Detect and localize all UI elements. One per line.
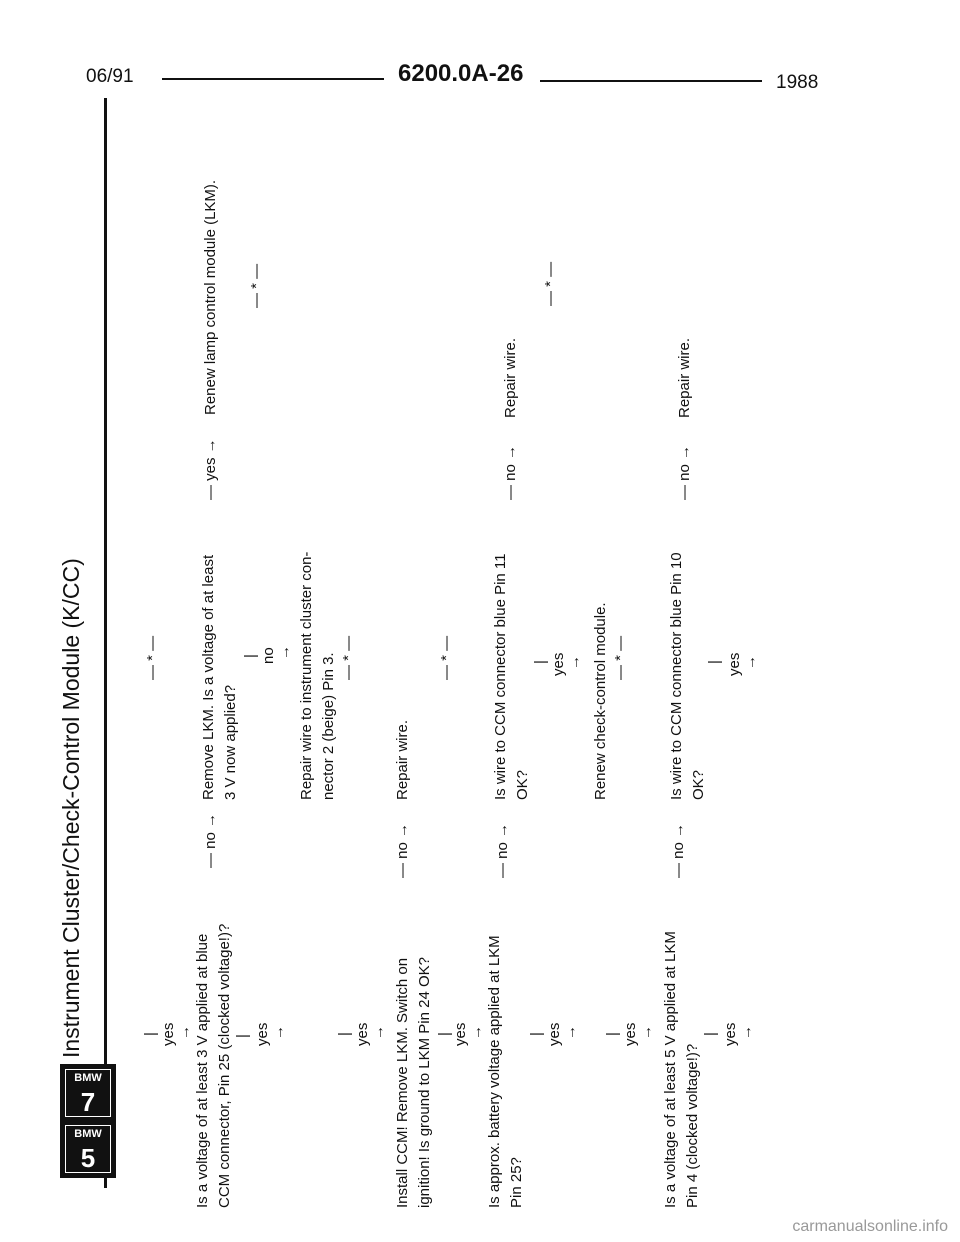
flow-arrow: →	[468, 1025, 485, 1040]
question-1-no-line-1: Remove LKM. Is a voltage of at least	[200, 554, 217, 800]
question-1-no-line-2: 3 V now applied?	[222, 684, 239, 800]
flow-yes: yes	[622, 1022, 639, 1046]
repair-wire-cluster-line-1: Repair wire to instrument cluster con-	[298, 551, 315, 800]
question-4-no-no: — no →	[676, 444, 693, 500]
flow-arrow: →	[276, 645, 293, 660]
repair-wire-pin-11: Repair wire.	[502, 337, 519, 418]
question-1-no-yes: — yes →	[202, 438, 219, 500]
flow-connector: |	[234, 1034, 251, 1038]
header-year: 1988	[776, 72, 819, 93]
question-3-no: — no →	[494, 822, 511, 878]
flow-yes: yes	[726, 652, 743, 676]
flow-arrow: →	[370, 1025, 387, 1040]
flow-yes: yes	[452, 1022, 469, 1046]
vertical-rule	[104, 98, 107, 1188]
flow-yes: yes	[254, 1022, 271, 1046]
flow-connector: |	[436, 1032, 453, 1036]
model-badge-5	[60, 1120, 116, 1178]
question-3-no-line-2: OK?	[514, 769, 531, 800]
flow-arrow: →	[566, 655, 583, 670]
question-1-no: — no →	[202, 812, 219, 868]
flow-connector: |	[528, 1032, 545, 1036]
model-badge-7	[60, 1064, 116, 1122]
flow-yes: yes	[550, 652, 567, 676]
question-1-line-1: Is a voltage of at least 3 V applied at blue	[194, 933, 211, 1208]
question-1-line-2: CCM connector, Pin 25 (clocked voltage!)?	[216, 923, 233, 1208]
header-rule-left	[162, 78, 384, 80]
question-2-line-1: Install CCM! Remove LKM. Switch on	[394, 957, 411, 1208]
flow-end: — * —	[340, 635, 357, 680]
flow-connector: |	[336, 1032, 353, 1036]
question-4-no-line-2: OK?	[690, 769, 707, 800]
flow-connector: |	[242, 654, 259, 658]
flow-yes: yes	[546, 1022, 563, 1046]
renew-ccm-text: Renew check-control module.	[592, 602, 609, 800]
flow-end: — * —	[612, 635, 629, 680]
flow-connector: |	[706, 660, 723, 664]
question-3-no-no: — no →	[502, 444, 519, 500]
question-3-line-2: Pin 25?	[508, 1157, 525, 1208]
flow-arrow: →	[742, 655, 759, 670]
repair-wire-cluster-line-2: nector 2 (beige) Pin 3.	[320, 652, 337, 800]
question-4-no: — no →	[670, 822, 687, 878]
badge-brand: BMW	[74, 1072, 102, 1084]
flow-connector: |	[604, 1032, 621, 1036]
flow-end: — * —	[248, 263, 265, 308]
flow-arrow: →	[176, 1025, 193, 1040]
flow-connector: |	[702, 1032, 719, 1036]
repair-wire-pin-10: Repair wire.	[676, 337, 693, 418]
document-number: 6200.0A-26	[398, 60, 524, 87]
badge-number: 7	[80, 1087, 96, 1117]
flow-connector: |	[532, 660, 549, 664]
flow-arrow: →	[738, 1025, 755, 1040]
flow-arrow: →	[638, 1025, 655, 1040]
question-4-line-2: Pin 4 (clocked voltage!)?	[684, 1043, 701, 1208]
flow-yes: yes	[722, 1022, 739, 1046]
flow-end: — * —	[542, 261, 559, 306]
question-3-line-1: Is approx. battery voltage applied at LKM	[486, 935, 503, 1208]
question-3-no-line-1: Is wire to CCM connector blue Pin 11	[492, 553, 509, 800]
question-4-line-1: Is a voltage of at least 5 V applied at LKM	[662, 931, 679, 1208]
repair-wire-ground: Repair wire.	[394, 719, 411, 800]
flow-end: — * —	[144, 635, 161, 680]
badge-number: 5	[80, 1143, 96, 1173]
header-rule-right	[540, 80, 762, 82]
flow-yes: yes	[160, 1022, 177, 1046]
question-4-no-line-1: Is wire to CCM connector blue Pin 10	[668, 552, 685, 800]
flow-connector: |	[142, 1032, 159, 1036]
page-title: Instrument Cluster/Check-Control Module (K/CC)	[58, 558, 84, 1058]
flow-end: — * —	[438, 635, 455, 680]
flow-arrow: →	[270, 1025, 287, 1040]
watermark: carmanualsonline.info	[792, 1218, 948, 1235]
renew-lkm-text: Renew lamp control module (LKM).	[202, 179, 219, 415]
flow-arrow: →	[562, 1025, 579, 1040]
question-2-line-2: ignition! Is ground to LKM Pin 24 OK?	[416, 957, 433, 1208]
badge-brand: BMW	[74, 1128, 102, 1140]
flow-no: no	[260, 647, 277, 664]
header-date: 06/91	[86, 66, 134, 87]
question-2-no: — no →	[394, 822, 411, 878]
flow-yes: yes	[354, 1022, 371, 1046]
